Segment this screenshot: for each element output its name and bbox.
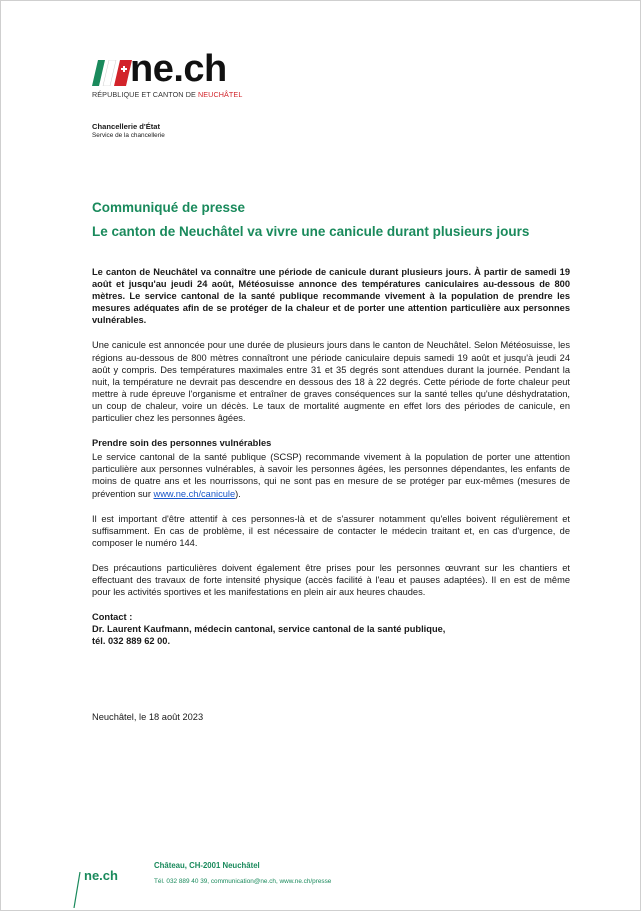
lead-paragraph: Le canton de Neuchâtel va connaître une période de canicule durant plusieurs jours. À partir de samedi 19 août et jusqu'au jeudi 24 août, Météosuisse annonce des températures caniculaires au-dessous de 800 mètres. Le service cantonal de la santé publique recommande vivement à la population de prendre les mesures adéquates afin de se protéger de la chaleur et de porter une attention particulière aux personnes vulnérables. [92,267,570,326]
paragraph-canicule: Une canicule est annoncée pour une durée de plusieurs jours dans le canton de Neuchâtel. Selon Météosuisse, les régions au-dessous de 800 mètres connaîtront une période caniculaire depuis samedi 19 août et jusqu'à jeudi 24 août y compris. Des températures maximales entre 31 et 35 degrés sont attendues durant la journée. Pendant la nuit, la température ne devrait pas descendre en dessous des 18 à 22 degrés. Cette période de forte chaleur peut mettre à rude épreuve l'organisme et entraîner de graves conséquences sur la santé telles qu'une déshydratation, un coup de chaleur, voire un décès. Le taux de mortalité augmente en effet lors des périodes de canicule, en particulier chez les personnes âgées. [92,340,570,424]
flag-stripes-icon [92,60,132,86]
logo-subtitle-accent: NEUCHÂTEL [197,90,243,99]
contact-line-2: tél. 032 889 62 00. [92,636,171,647]
logo-subtitle [92,90,242,99]
press-release-label: Communiqué de presse [92,200,246,215]
document-title: Le canton de Neuchâtel va vivre une canicule durant plusieurs jours [92,224,530,239]
paragraph-attention: Il est important d'être attentif à ces personnes-là et de s'assurer notamment qu'elles boivent régulièrement et suffisamment. En cas de problème, il est nécessaire de contacter le médecin traitant et, en cas d'urgence, de composer le numéro 144. [92,513,570,548]
footer-brand: ne.ch [84,868,118,883]
footer-address: Château, CH-2001 Neuchâtel [154,861,260,870]
date-line: Neuchâtel, le 18 août 2023 [92,712,204,722]
paragraph-vulnerable [92,451,570,499]
logo-subtitle-prefix: RÉPUBLIQUE ET CANTON DE [92,90,198,99]
paragraph-precautions: Des précautions particulières doivent également être prises pour les personnes œuvrant sur les chantiers et effectuant des travaux de forte intensité physique (accès facilité à l'eau et pauses adaptées). Il en est de même pour les activités sportives et les manifestations en plein air aux heures chaudes. [92,562,570,598]
footer-slash-icon [72,872,82,908]
department-service: Service de la chancellerie [92,132,165,139]
section-heading: Prendre soin des personnes vulnérables [92,438,272,449]
document-body [92,266,570,647]
footer-contact: Tél. 032 889 40 39, communication@ne.ch, www.ne.ch/presse [154,878,332,885]
paragraph-vulnerable-after: ). [235,488,241,499]
contact-label: Contact : [92,612,133,623]
canicule-link[interactable]: www.ne.ch/canicule [153,488,236,499]
department-block [92,122,165,139]
paragraph-vulnerable-text: Le service cantonal de la santé publique (SCSP) recommande vivement à la population de porter une attention particulière aux personnes vulnérables, à savoir les personnes âgées, les personnes dépendantes, les enfants de moins de quatre ans et les nourrissons, qui ne sont pas en mesure de se protéger par eux-mêmes (mesures de prévention sur [92,452,570,499]
department-name: Chancellerie d'État [92,122,161,131]
logo-text: ne.ch [130,48,227,90]
contact-line-1: Dr. Laurent Kaufmann, médecin cantonal, service cantonal de la santé publique, [92,624,446,635]
